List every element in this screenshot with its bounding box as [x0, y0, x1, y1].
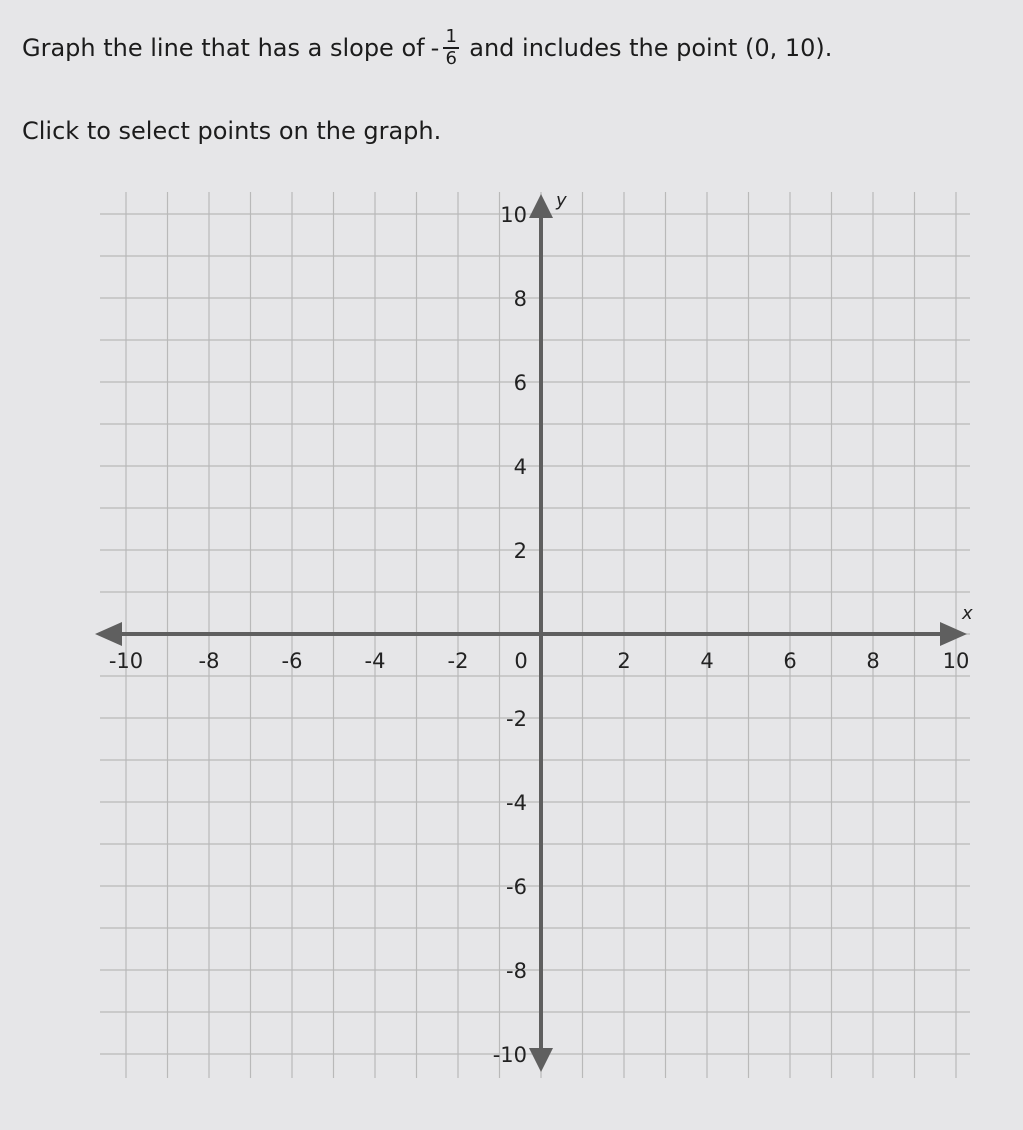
- x-tick-label: -10: [108, 649, 144, 673]
- x-tick-label: -8: [198, 649, 220, 673]
- y-tick-label: 4: [513, 455, 527, 479]
- x-tick-label: 8: [866, 649, 880, 673]
- y-tick-label: -8: [506, 959, 527, 983]
- slope-sign: -: [430, 34, 440, 62]
- y-tick-label: -2: [506, 707, 527, 731]
- x-tick-label: 4: [700, 649, 714, 673]
- y-tick-label: -4: [506, 791, 527, 815]
- slope-denominator: 6: [445, 48, 457, 69]
- question-prefix: Graph the line that has a slope of: [22, 34, 425, 62]
- x-tick-label: -2: [447, 649, 469, 673]
- x-tick-label: 10: [942, 649, 970, 673]
- question-suffix: and includes the point (0, 10).: [469, 34, 833, 62]
- y-tick-label: 10: [500, 203, 527, 227]
- y-tick-label: 8: [513, 287, 527, 311]
- x-tick-label: 0: [514, 649, 528, 673]
- instruction-text: Click to select points on the graph.: [22, 117, 442, 145]
- x-tick-label: 6: [783, 649, 797, 673]
- y-tick-label: -10: [492, 1043, 527, 1067]
- y-axis-label: y: [556, 190, 567, 211]
- x-tick-label: 2: [617, 649, 631, 673]
- x-tick-label: -6: [281, 649, 303, 673]
- x-tick-label: -4: [364, 649, 386, 673]
- y-tick-label: -6: [506, 875, 527, 899]
- y-tick-label: 2: [513, 539, 527, 563]
- x-axis-label: x: [962, 603, 973, 624]
- y-tick-label: 6: [513, 371, 527, 395]
- slope-numerator: 1: [445, 26, 457, 47]
